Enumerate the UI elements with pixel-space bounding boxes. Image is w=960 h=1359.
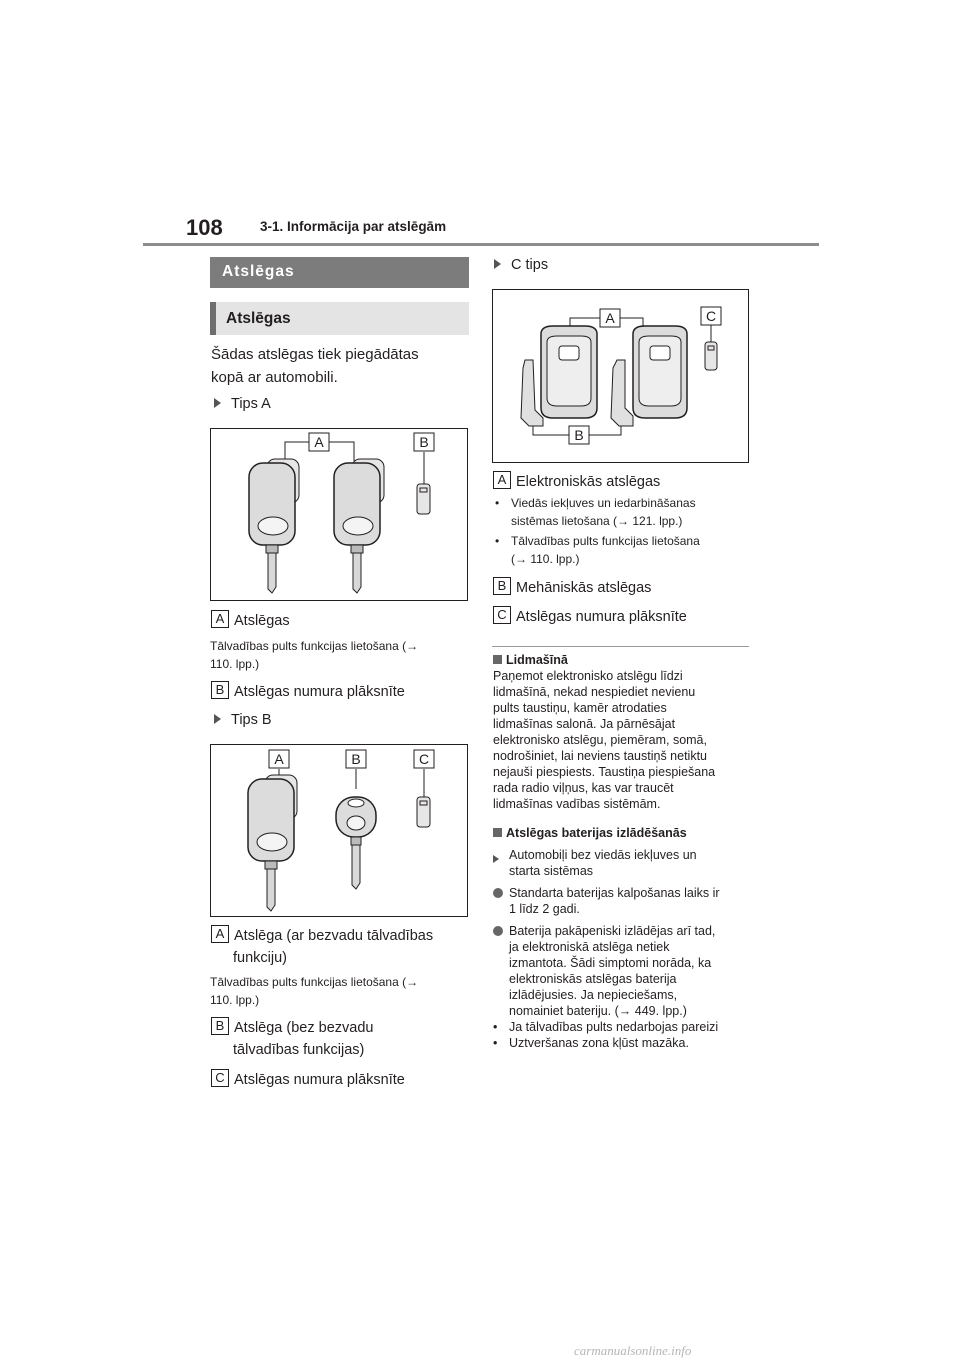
figure-type-b <box>210 744 468 917</box>
type-b-title: Tips B <box>214 709 272 731</box>
square-bullet-icon <box>493 828 502 837</box>
type-a-title: Tips A <box>214 393 271 415</box>
callout-a-text: A <box>605 310 615 326</box>
airplane-title: Lidmašīnā <box>493 652 751 668</box>
type-c-keys-illustration <box>493 290 748 462</box>
type-b-item-a: A Atslēga (ar bezvadu tālvadības funkciju) <box>211 925 433 969</box>
type-b-note: Tālvadības pults funkcijas lietošana (→ 110. lpp.) <box>210 975 419 1007</box>
callout-a-text: A <box>314 434 324 450</box>
smart-key-1 <box>521 326 597 426</box>
flip-key-1 <box>249 459 299 593</box>
separator-line <box>492 646 749 647</box>
smart-key-2 <box>611 326 687 426</box>
number-plate <box>417 797 430 827</box>
dot-bullet-icon <box>493 888 503 898</box>
watermark: carmanualsonline.info <box>574 1343 692 1358</box>
figure-type-c <box>492 289 749 463</box>
airplane-note: Lidmašīnā Paņemot elektronisko atslēgu līdzi lidmašīnā, nekad nespiediet nevienu pults taustiņu, kamēr atrodaties lidmašīnas salonā. Ja pārnēsājat elektronisko atslēgu, piemēram, somā, nodrošiniet, lai neviens taustiņš netiktu nejauši piespiests. Taustiņa piespiešana rada radio viļņus, kas var traucēt lidmašīnas vadības sistēmām. <box>493 652 751 812</box>
type-b-item-c: C Atslēgas numura plāksnīte <box>211 1069 405 1091</box>
type-b-item-b: B Atslēga (bez bezvadu tālvadības funkcijas) <box>211 1017 373 1061</box>
square-bullet-icon <box>493 655 502 664</box>
type-c-item-b: B Mehāniskās atslēgas <box>493 577 651 599</box>
type-b-keys-illustration <box>211 745 467 916</box>
callout-c-text: C <box>418 751 430 767</box>
number-plate <box>417 484 430 514</box>
mechanical-key <box>336 797 376 889</box>
type-c-item-a: A Elektroniskās atslēgas <box>493 471 660 493</box>
type-a-keys-illustration <box>211 429 467 600</box>
callout-a-text: A <box>274 751 284 767</box>
flip-key <box>248 775 297 911</box>
type-c-item-c: C Atslēgas numura plāksnīte <box>493 606 687 628</box>
battery-title: Atslēgas baterijas izlādēšanās <box>493 825 751 841</box>
heading-atslegas: Atslēgas <box>210 257 469 288</box>
battery-note: Atslēgas baterijas izlādēšanās Automobiļi bez viedās iekļuves un starta sistēmas Standarta baterijas kalpošanas laiks ir 1 līdz 2 gadi. Baterija pakāpeniski izlādējas arī tad, ja elektroniskā atslēga netiek izmantota. Šādi simptomi norāda, ka elektroniskās atslēgas baterija izlādējusies. Ja nepieciešams, nomainiet bateriju. (→ 449. lpp.) • Ja tālvadības pults nedarbojas pareizi • Uztveršanas zona kļūst mazāka. <box>493 825 751 1051</box>
triangle-bullet-icon <box>214 714 221 724</box>
callout-b-text: B <box>419 434 429 450</box>
type-c-title: C tips <box>494 254 548 276</box>
callout-c-text: C <box>705 308 717 324</box>
page-number: 108 <box>186 215 223 240</box>
triangle-bullet-icon <box>214 398 221 408</box>
figure-type-a <box>210 428 468 601</box>
type-a-note: Tālvadības pults funkcijas lietošana (→ 110. lpp.) <box>210 639 419 671</box>
callout-b-text: B <box>574 427 584 443</box>
header-rule <box>143 243 819 246</box>
subheading-atslegas: Atslēgas <box>210 302 469 335</box>
type-a-item-a: A Atslēgas <box>211 610 290 632</box>
triangle-bullet-icon <box>493 855 499 863</box>
type-c-bullets: • Viedās iekļuves un iedarbināšanas sistēmas lietošana (→ 121. lpp.) • Tālvadības pults funkcijas lietošana (→ 110. lpp.) <box>495 496 700 566</box>
triangle-bullet-icon <box>494 259 501 269</box>
section-title: 3-1. Informācija par atslēgām <box>260 219 447 234</box>
flip-key-2 <box>334 459 384 593</box>
callout-b-text: B <box>351 751 361 767</box>
dot-bullet-icon <box>493 926 503 936</box>
intro-text: Šādas atslēgas tiek piegādātas kopā ar automobili. <box>211 346 419 386</box>
type-a-item-b: B Atslēgas numura plāksnīte <box>211 681 405 703</box>
number-plate <box>705 342 717 370</box>
